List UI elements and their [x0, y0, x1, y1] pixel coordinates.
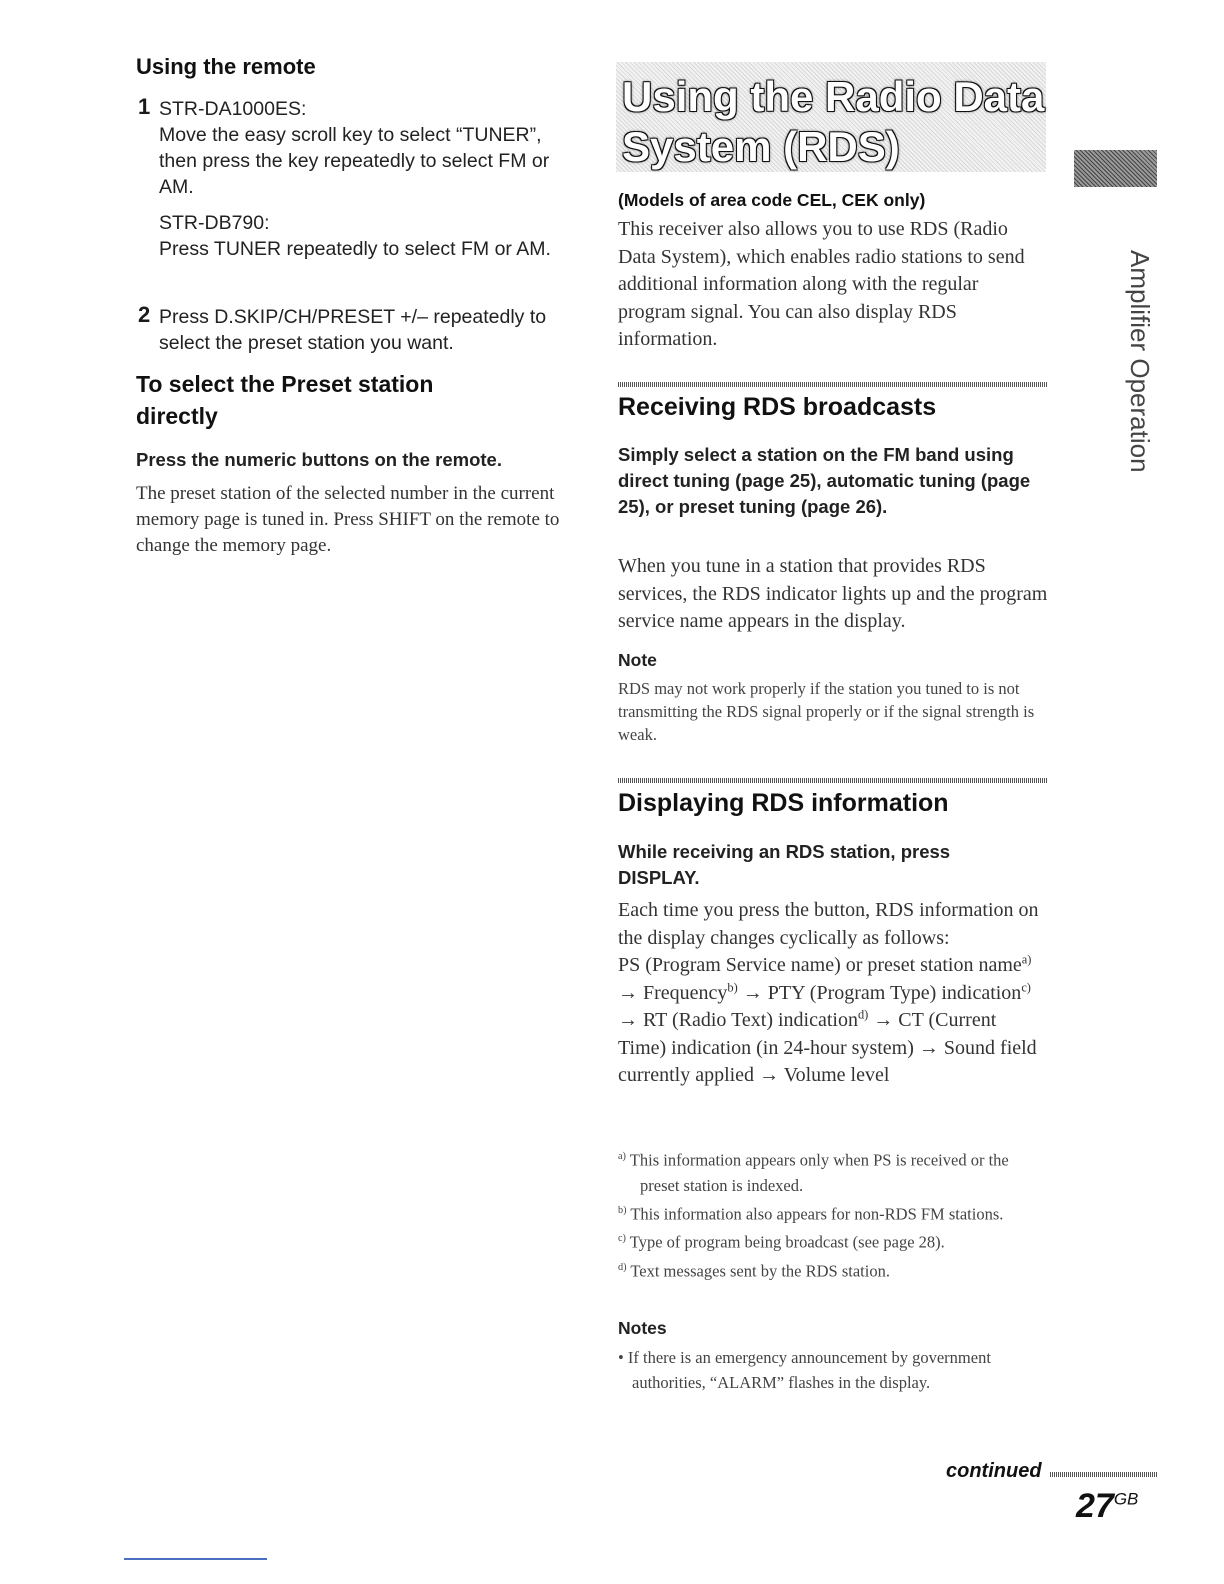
step-1-text-b: Press TUNER repeatedly to select FM or AM.	[159, 238, 551, 260]
seq-frequency-sup: b)	[727, 979, 738, 994]
title-line2: System (RDS)	[622, 123, 900, 170]
display-sequence	[618, 952, 1048, 1090]
note-label: Note	[618, 650, 657, 670]
receiving-body: When you tune in a station that provides RDS services, the RDS indicator lights up and the program service name appears in the display.	[618, 555, 1048, 632]
notes-item-1: • If there is an emergency announcement by government authorities, “ALARM” flashes in the display.	[618, 1348, 991, 1392]
step-2-number: 2	[138, 302, 151, 327]
preset-heading	[136, 368, 556, 432]
arrow-icon: →	[873, 1009, 894, 1031]
arrow-icon: →	[918, 1036, 939, 1059]
displaying-intro: Each time you press the button, RDS information on the display changes cyclically as follows:	[618, 899, 1039, 949]
section-divider-displaying	[618, 778, 1048, 783]
seq-rt-sup: d)	[857, 1007, 869, 1022]
receiving-subheading: Simply select a station on the FM band using direct tuning (page 25), automatic tuning (page 25), or preset tuning (page 26).	[618, 444, 1031, 517]
seq-pty-sup: c)	[1021, 979, 1031, 994]
notes-label: Notes	[618, 1318, 667, 1338]
seq-sound-field: Sound field currently applied	[618, 1036, 1037, 1086]
displaying-subheading: While receiving an RDS station, press DISPLAY.	[618, 841, 951, 888]
continued-label: continued	[946, 1460, 1042, 1482]
models-note: (Models of area code CEL, CEK only)	[618, 190, 926, 210]
arrow-icon: →	[618, 1009, 638, 1031]
continued-rule	[1050, 1472, 1157, 1477]
preset-body: The preset station of the selected number in the current memory page is tuned in. Press SHIFT on the remote to change the memory page.	[136, 483, 560, 556]
seq-pty: PTY (Program Type) indication	[767, 981, 1022, 1004]
footnote-c: $^{c)}$ Type of program being broadcast (see page 28).	[618, 1232, 945, 1252]
footnotes	[618, 1144, 1038, 1283]
footnote-b: $^{b)}$ This information also appears for non-RDS FM stations.	[618, 1204, 1004, 1223]
seq-rt: RT (Radio Text) indication	[643, 1009, 858, 1031]
step-1-number: 1	[138, 94, 151, 119]
section-tab	[1074, 150, 1157, 187]
title-line1: Using the Radio Data	[622, 73, 1045, 120]
note-text: RDS may not work properly if the station you tuned to is not transmitting the RDS signal properly or if the signal strength is weak.	[618, 679, 1035, 744]
preset-subheading: Press the numeric buttons on the remote.	[136, 449, 502, 470]
seq-frequency: Frequency	[643, 981, 728, 1004]
rds-intro: This receiver also allows you to use RDS (Radio Data System), which enables radio stations to send additional information along with the regular program signal. You can also display RDS information.	[618, 218, 1025, 350]
seq-ct: CT (Current Time) indication (in 24-hour system)	[618, 1009, 997, 1059]
page-edge-line	[124, 1558, 267, 1560]
step-1	[159, 96, 569, 262]
receiving-heading: Receiving RDS broadcasts	[618, 393, 937, 421]
page-number: $27^{GB}$	[1076, 1487, 1139, 1525]
step-1-model-b: STR-DB790:	[159, 212, 270, 234]
seq-volume: Volume level	[783, 1064, 890, 1086]
seq-ps: PS (Program Service name) or preset station name	[618, 954, 1022, 976]
preset-heading-line1: To select the Preset station	[136, 371, 434, 397]
displaying-body	[618, 897, 1048, 1090]
page-suffix: GB	[1113, 1489, 1139, 1509]
bullet-icon: •	[618, 1348, 624, 1367]
step-2-text: Press D.SKIP/CH/PRESET +/– repeatedly to select the preset station you want.	[159, 306, 547, 354]
displaying-heading: Displaying RDS information	[618, 789, 949, 817]
arrow-icon: →	[742, 981, 763, 1004]
section-divider-receiving	[618, 382, 1048, 387]
seq-ps-sup: a)	[1021, 952, 1032, 967]
remote-heading: Using the remote	[136, 54, 316, 79]
step-1-model-a: STR-DA1000ES:	[159, 98, 307, 120]
footnote-a: $^{a)}$ This information appears only when PS is received or the preset station is indexed.	[618, 1150, 1009, 1195]
step-1-text-a: Move the easy scroll key to select “TUNER”, then press the key repeatedly to select FM or AM.	[159, 124, 550, 198]
section-side-label: Amplifier Operation	[1125, 250, 1155, 473]
arrow-icon: →	[618, 981, 638, 1004]
footnote-d: $^{d)}$ Text messages sent by the RDS station.	[618, 1261, 890, 1280]
preset-heading-line2: directly	[136, 403, 218, 429]
arrow-icon: →	[759, 1064, 780, 1086]
